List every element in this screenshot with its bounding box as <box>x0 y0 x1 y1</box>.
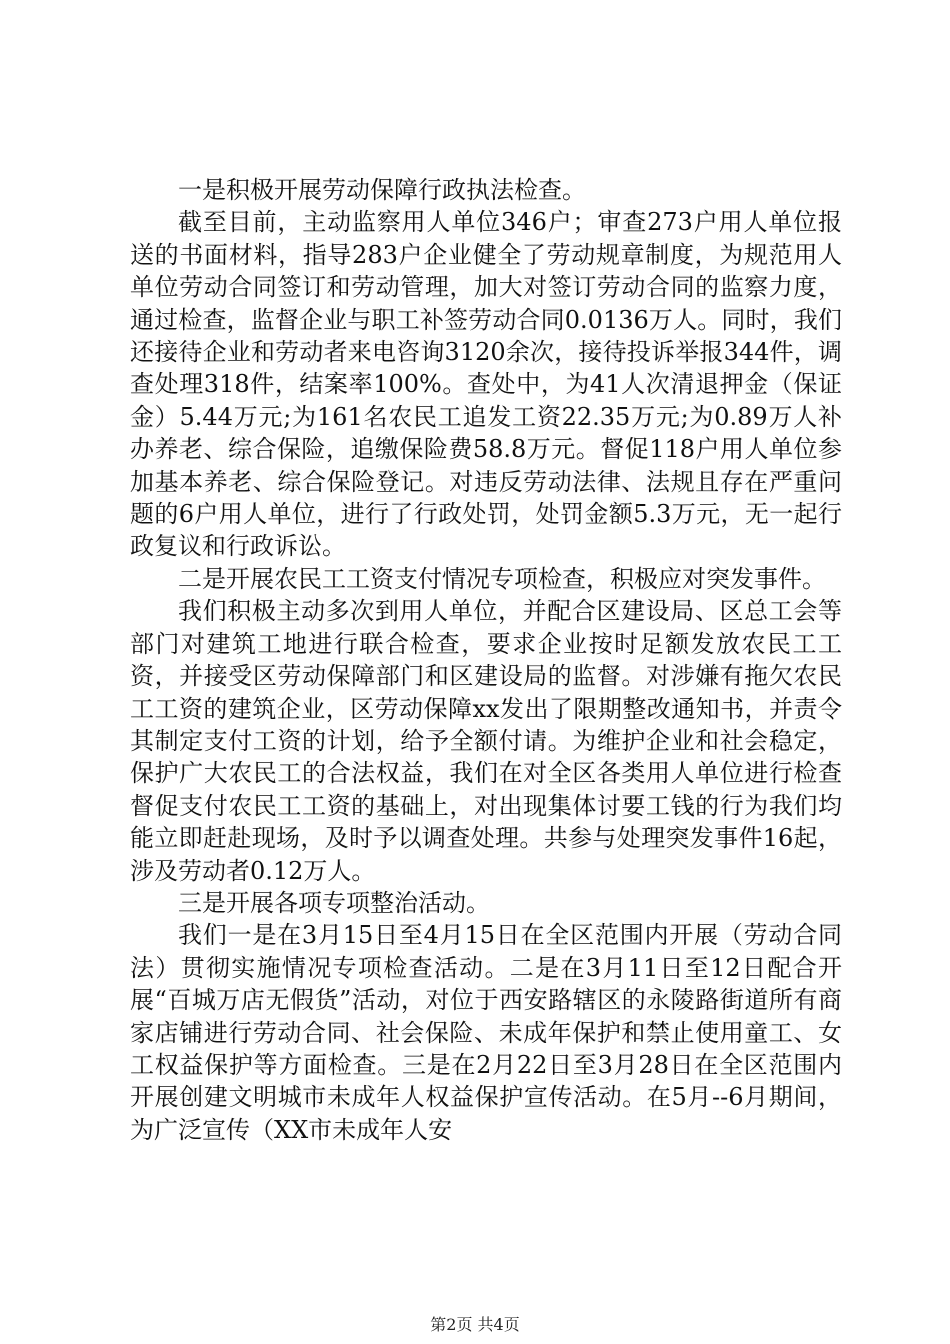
section-heading-3: 三是开展各项专项整治活动。 <box>178 888 490 917</box>
page-footer: 第2页 共4页 <box>430 1315 520 1334</box>
section-heading-2: 二是开展农民工工资支付情况专项检查，积极应对突发事件。 <box>178 564 826 593</box>
paragraph-1: 截至目前，主动监察用人单位346户；审查273户用人单位报送的书面材料，指导283户企业健全了劳动规章制度，为规范用人单位劳动合同签订和劳动管理，加大对签订劳动合同的监察力度，通过检查，监督企业与职工补签劳动合同0.0136万人。同时，我们还接待企业和劳动者来电咨询3120余次，接待投诉举报344件，调查处理318件，结案率100%。查处中，为41人次清退押金（保证金）5.44万元;为161名农民工追发工资22.35万元;为0.89万人补办养老、综合保险，追缴保险费58.8万元。督促118户用人单位参加基本养老、综合保险登记。对违反劳动法律、法规且存在严重问题的6户用人单位，进行了行政处罚，处罚金额5.3万元，无一起行政复议和行政诉讼。 <box>130 208 842 561</box>
paragraph-3: 我们一是在3月15日至4月15日在全区范围内开展（劳动合同法）贯彻实施情况专项检查活动。二是在3月11日至12日配合开展“百城万店无假货”活动，对位于西安路辖区的永陵路街道所有商家店铺进行劳动合同、社会保险、未成年保护和禁止使用童工、女工权益保护等方面检查。三是在2月22日至3月28日在全区范围内开展创建文明城市未成年人权益保护宣传活动。在5月--6月期间，为广泛宣传（XX市未成年人安 <box>130 921 842 1144</box>
paragraph-2: 我们积极主动多次到用人单位，并配合区建设局、区总工会等部门对建筑工地进行联合检查，要求企业按时足额发放农民工工资，并接受区劳动保障部门和区建设局的监督。对涉嫌有拖欠农民工工资的建筑企业，区劳动保障xx发出了限期整改通知书，并责令其制定支付工资的计划，给予全额付请。为维护企业和社会稳定，保护广大农民工的合法权益，我们在对全区各类用人单位进行检查督促支付农民工工资的基础上，对出现集体讨要工钱的行为我们均能立即赶赴现场，及时予以调查处理。共参与处理突发事件16起，涉及劳动者0.12万人。 <box>130 597 842 885</box>
document-body <box>130 174 842 1146</box>
section-heading-1: 一是积极开展劳动保障行政执法检查。 <box>178 176 586 204</box>
